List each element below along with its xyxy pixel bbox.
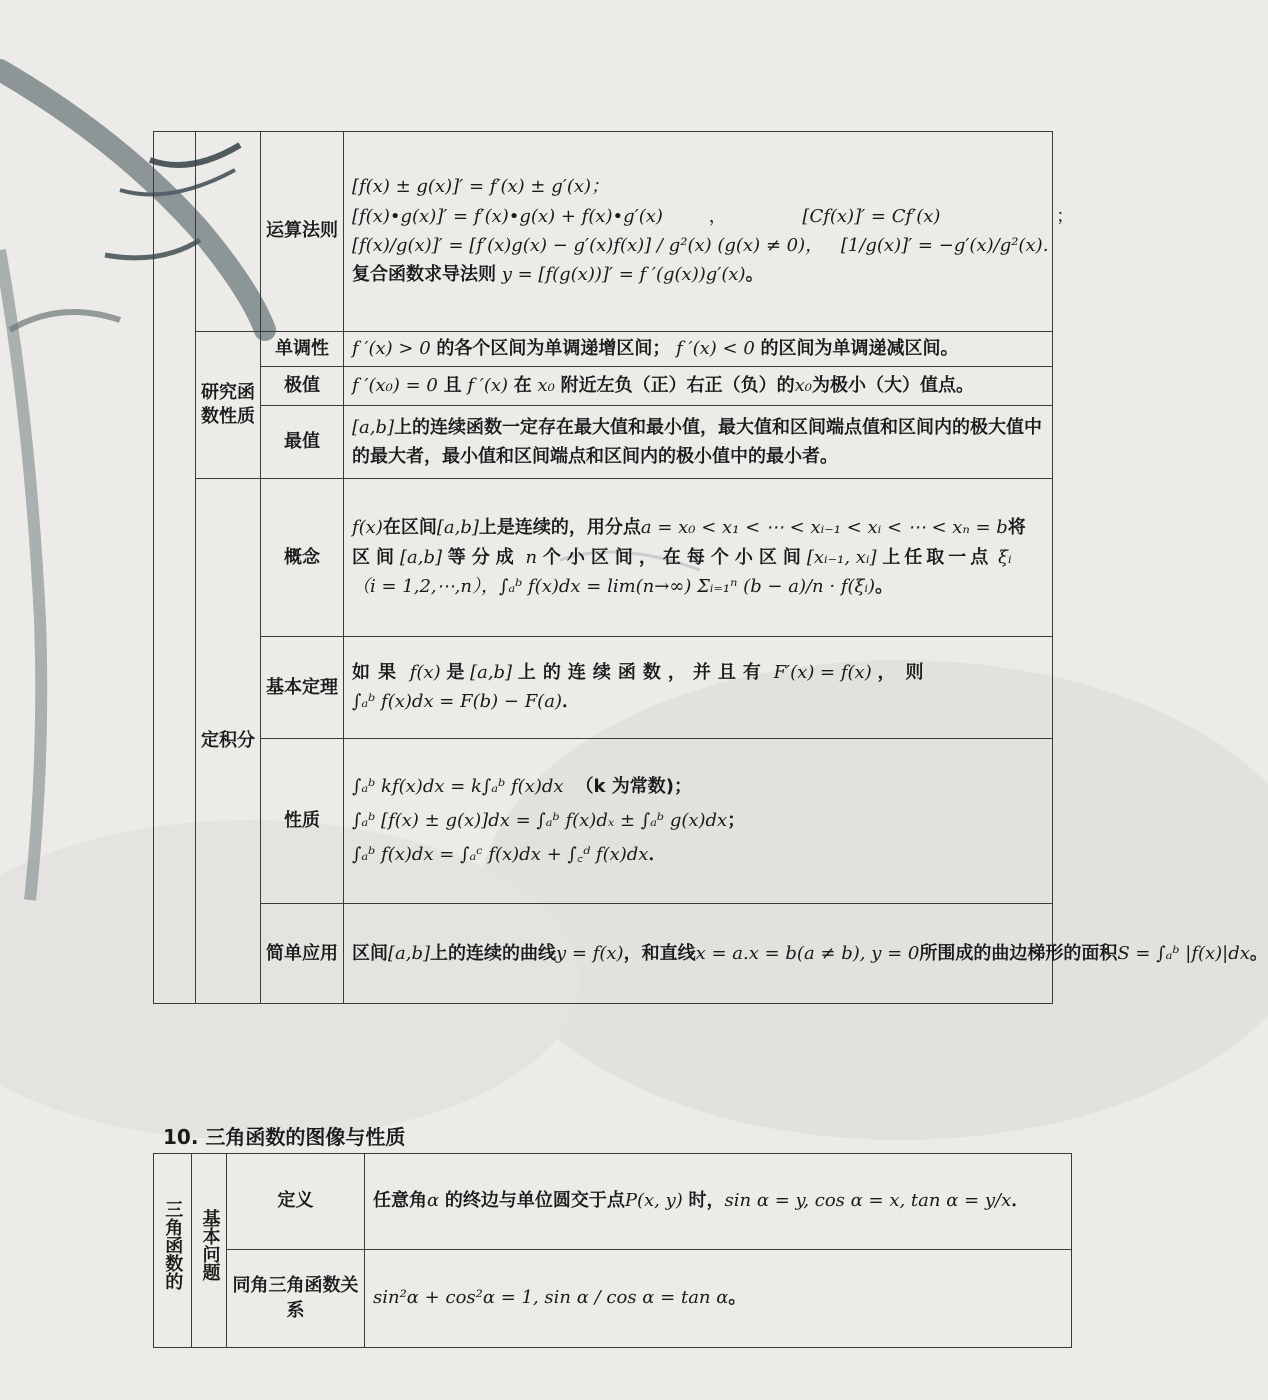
properties-label: 性质 (261, 739, 344, 904)
basic-col-text: 基本问题 (199, 1209, 221, 1282)
c-f1: f(x) (352, 517, 383, 539)
d-t2: 的终边与单位圆交于点 (444, 1190, 625, 1212)
t-t1: 如果 (352, 662, 404, 683)
t-t3: 上的连续函数，并且有 (517, 662, 768, 683)
ext-t3: 附近左负（正）右正（负）的 (560, 375, 795, 397)
d-f2: P(x, y) (624, 1190, 683, 1212)
outer-column (154, 132, 196, 1004)
d-f1: α (427, 1190, 440, 1212)
c-f7: ξᵢ (998, 546, 1012, 568)
rule-constant-end: ； (1056, 205, 1075, 227)
extremum-label: 极值 (261, 367, 344, 406)
trig-col-text: 三角函数的 (162, 1200, 184, 1291)
theorem-content (344, 637, 1053, 739)
derivative-integral-table (153, 131, 1268, 1004)
a-t2: 上的连续的曲线 (430, 942, 557, 964)
a-t4: 所围成的曲边梯形的面积 (919, 942, 1118, 964)
ext-f1: f ′(x₀) = 0 (352, 375, 438, 397)
max-min-label: 最值 (261, 406, 344, 479)
t-f4: ∫ₐᵇ f(x)dx = F(b) − F(a) (352, 691, 562, 713)
a-f1: [a,b] (388, 942, 431, 964)
p-note1: （k 为常数)； (575, 775, 692, 797)
d-t3: 时， (688, 1190, 725, 1212)
trig-col-label (154, 1154, 192, 1348)
monotonic-label: 单调性 (261, 332, 344, 367)
c-t4: 区间 (352, 546, 400, 568)
t-t4: ，则 (877, 662, 934, 683)
theorem-label: 基本定理 (261, 637, 344, 739)
c-t6: 个小区间，在每个小区间 (542, 546, 807, 568)
a-t3: ，和直线 (623, 942, 696, 964)
group-derivative-blank (196, 132, 261, 332)
a-t5: 。 (1249, 942, 1268, 964)
application-label: 简单应用 (261, 904, 344, 1004)
section-title: 10. 三角函数的图像与性质 (163, 1125, 406, 1149)
t-f1: f(x) (409, 662, 441, 683)
p-f3: ∫ₐᵇ f(x)dx = ∫ₐᶜ f(x)dx + ∫꜀ᵈ f(x)dx (352, 844, 649, 866)
d-f3: sin α = y, cos α = x, tan α = y/x (724, 1190, 1012, 1212)
trig-table (153, 1153, 1071, 1348)
max-text: 上的连续函数一定存在最大值和最小值，最大值和区间端点值和区间内的极大值中的最大者，最小值和区间端点和区间内的极小值中的最小者。 (352, 416, 1043, 468)
c-f8: （i = 1,2,⋯,n）， (352, 575, 499, 597)
basic-col-label (192, 1154, 227, 1348)
max-min-content (344, 406, 1053, 479)
a-f4: S = ∫ₐᵇ |f(x)|dx (1117, 942, 1250, 964)
c-f6: [xᵢ₋₁, xᵢ] (806, 546, 877, 568)
c-f3: a = x₀ < x₁ < ⋯ < xᵢ₋₁ < xᵢ < ⋯ < xₙ = b (640, 517, 1008, 539)
rule-quotient: [f(x)/g(x)]′ = [f′(x)g(x) − g′(x)f(x)] / g²(x) (g(x) ≠ 0)， (352, 235, 824, 256)
c-t2: 上是连续的，用分点 (478, 517, 641, 539)
concept-content (344, 479, 1053, 637)
a-f3: x = a.x = b(a ≠ b), y = 0 (695, 942, 920, 964)
rule-product: [f(x)•g(x)]′ = f′(x)•g(x) + f(x)•g′(x) (352, 205, 663, 227)
application-content (344, 904, 1268, 1004)
t-t5: ． (561, 691, 580, 713)
concept-label: 概念 (261, 479, 344, 637)
extremum-content (344, 367, 1053, 406)
ext-f2: f ′(x) (467, 375, 509, 397)
t-t2: 是 (446, 662, 465, 683)
c-f9: ∫ₐᵇ f(x)dx = lim(n→∞) Σᵢ₌₁ⁿ (b − a)/n · f(ξᵢ) (498, 575, 876, 597)
c-f2: [a,b] (436, 517, 479, 539)
definition-label: 定义 (227, 1154, 365, 1250)
p-f1: ∫ₐᵇ kf(x)dx = k∫ₐᵇ f(x)dx (352, 775, 564, 797)
mono-formula-a: f ′(x) > 0 (352, 338, 431, 359)
same-angle-content (365, 1250, 1072, 1348)
rule-sum: [f(x) ± g(x)]′ = f′(x) ± g′(x)； (352, 176, 610, 198)
definition-content (365, 1154, 1072, 1250)
t-f2: [a,b] (470, 662, 513, 683)
ext-t2: 在 (513, 375, 532, 397)
a-f2: y = f(x) (556, 942, 624, 964)
p-end2: ； (727, 810, 746, 832)
mono-text-b: 的区间为单调递减区间。 (760, 338, 959, 359)
monotonic-content (344, 332, 1053, 367)
properties-content (344, 739, 1053, 904)
research-group-label: 研究函数性质 (196, 332, 261, 479)
c-t3: 将 (1007, 517, 1026, 539)
rule-reciprocal: [1/g(x)]′ = −g′(x)/g²(x)． (840, 235, 1061, 256)
chain-rule-label: 复合函数求导法则 (352, 264, 496, 286)
rule-constant: [Cf(x)]′ = Cf′(x) (802, 205, 941, 227)
c-t5: 等分成 (447, 546, 520, 568)
rules-label: 运算法则 (261, 132, 344, 332)
s-t1: 。 (728, 1287, 747, 1309)
c-t7: 上任取一点 (882, 546, 993, 568)
rules-content (344, 132, 1075, 332)
rule-product-separator: ， (708, 205, 727, 227)
max-interval: [a,b] (352, 416, 395, 438)
ext-f3: x₀ (537, 375, 555, 397)
a-t1: 区间 (352, 942, 388, 964)
c-t1: 在区间 (382, 517, 437, 539)
p-f2: ∫ₐᵇ [f(x) ± g(x)]dx = ∫ₐᵇ f(x)dₓ ± ∫ₐᵇ g(x)dx (352, 810, 728, 832)
d-t1: 任意角 (373, 1190, 427, 1212)
ext-t4: 为极小（大）值点。 (811, 375, 974, 397)
c-f4: [a,b] (400, 546, 443, 568)
chain-rule-end: 。 (745, 264, 764, 286)
s-f1: sin²α + cos²α = 1, sin α / cos α = tan α (373, 1287, 729, 1309)
c-f5: n (525, 546, 538, 568)
integral-group-label: 定积分 (196, 479, 261, 1004)
chain-rule-formula: y = [f(g(x))]′ = f ′(g(x))g′(x) (501, 264, 746, 286)
ext-f4: x₀ (794, 375, 812, 397)
same-angle-label: 同角三角函数关系 (227, 1250, 365, 1348)
mono-text-a: 的各个区间为单调递增区间； (436, 338, 671, 359)
d-t4: ． (1011, 1190, 1030, 1212)
ext-t1: 且 (443, 375, 462, 397)
mono-formula-b: f ′(x) < 0 (676, 338, 755, 359)
p-end3: ． (648, 844, 667, 866)
c-t8: 。 (875, 575, 894, 597)
t-f3: F′(x) = f(x) (773, 662, 872, 683)
